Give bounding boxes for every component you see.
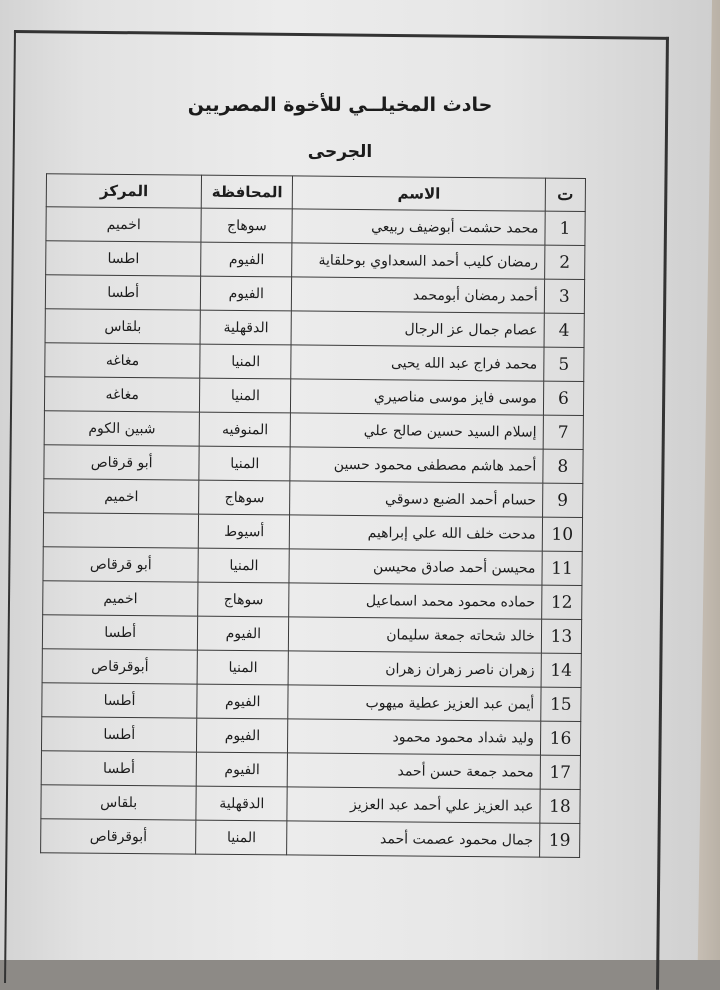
row-center: بلقاس [41,785,197,820]
row-center: أبوقرقاص [41,819,197,854]
row-name: جمال محمود عصمت أحمد [287,821,540,857]
row-governorate: الفيوم [197,684,288,719]
row-center: أطسا [42,615,198,650]
table-row [45,343,584,382]
row-name: محمد جمعة حسن أحمد [288,753,541,789]
header-name: الاسم [293,176,546,211]
row-center: أبوقرقاص [42,649,198,684]
row-name: محمد حشمت أبوضيف ربيعي [292,209,545,245]
row-center: أبو قرقاص [44,445,200,480]
row-governorate: سوهاج [199,480,290,515]
table-row [41,717,580,756]
row-name: حماده محمود محمد اسماعيل [289,583,542,619]
row-number: 7 [543,415,583,449]
table-body [41,207,586,858]
row-name: إسلام السيد حسين صالح علي [290,413,543,449]
table-row [43,513,582,552]
row-center: اخميم [46,207,202,242]
injured-table [40,173,586,858]
row-center: أبو قرقاص [43,547,199,582]
table-header-row [46,174,585,212]
document-title: حادث المخيلــي للأخوة المصريين [187,94,493,116]
row-governorate: الفيوم [198,616,289,651]
row-name: أيمن عبد العزيز عطية ميهوب [288,685,541,721]
row-number: 18 [540,789,580,823]
table-row [46,241,585,280]
table-row [42,615,581,654]
row-number: 4 [544,313,584,347]
table-row [42,649,581,688]
row-name: خالد شحاته جمعة سليمان [289,617,542,653]
table-row [44,411,583,450]
row-name: رمضان كليب أحمد السعداوي بوحلقاية [292,243,545,279]
row-governorate: الفيوم [197,718,288,753]
row-number: 8 [543,449,583,483]
row-number: 10 [542,517,582,551]
row-number: 2 [544,245,584,279]
row-center: اخميم [44,479,200,514]
row-center: أطسا [41,751,197,786]
row-governorate: المنيا [199,446,290,481]
row-governorate: الدقهلية [196,786,287,821]
row-center: اخميم [43,581,199,616]
row-governorate: سوهاج [198,582,289,617]
row-governorate: سوهاج [201,208,292,243]
table-row [46,207,585,246]
table-row [44,479,583,518]
header-governorate: المحافظة [202,175,293,209]
row-center: أطسا [42,683,198,718]
row-name: أحمد هاشم مصطفى محمود حسين [290,447,543,483]
table-row [43,581,582,620]
row-governorate: المنيا [200,344,291,379]
row-center: شبين الكوم [44,411,200,446]
row-name: مدحت خلف الله علي إبراهيم [290,515,543,551]
table-row [41,819,580,858]
row-governorate: الفيوم [201,242,292,277]
row-name: محمد فراج عبد الله يحيى [291,345,544,381]
row-number: 15 [541,687,581,721]
row-governorate: الفيوم [201,276,292,311]
row-governorate: المنوفيه [199,412,290,447]
table-row [44,377,583,416]
header-center: المركز [46,174,202,208]
row-number: 6 [543,381,583,415]
row-number: 17 [540,755,580,789]
row-governorate: المنيا [198,548,289,583]
row-number: 14 [541,653,581,687]
row-name: أحمد رمضان أبومحمد [292,277,545,313]
table-row [45,309,584,348]
row-number: 11 [542,551,582,585]
row-center: اطسا [46,241,202,276]
row-number: 9 [542,483,582,517]
row-name: زهران ناصر زهران زهران [288,651,541,687]
table-row [42,683,581,722]
row-name: عصام جمال عز الرجال [291,311,544,347]
row-governorate: المنيا [200,378,291,413]
table-row [41,751,580,790]
row-governorate: المنيا [197,650,288,685]
row-name: عبد العزيز علي أحمد عبد العزيز [287,787,540,823]
document-subtitle: الجرحى [307,142,373,162]
row-center: بلقاس [45,309,201,344]
row-number: 13 [541,619,581,653]
header-number: ت [545,178,585,211]
row-center: أطسا [45,275,201,310]
row-center: مغاغه [45,343,201,378]
row-number: 3 [544,279,584,313]
row-name: وليد شداد محمود محمود [288,719,541,755]
row-number: 19 [539,823,579,857]
row-center: مغاغه [44,377,200,412]
row-governorate: أسيوط [199,514,290,549]
row-governorate: الفيوم [197,752,288,787]
row-number: 5 [544,347,584,381]
row-center: أطسا [41,717,197,752]
row-number: 12 [541,585,581,619]
row-governorate: المنيا [196,820,287,855]
table-row [45,275,584,314]
table-row [43,547,582,586]
row-name: حسام أحمد الضبع دسوقي [290,481,543,517]
row-name: موسى فايز موسى مناصيري [291,379,544,415]
table-row [44,445,583,484]
row-governorate: الدقهلية [200,310,291,345]
row-number: 16 [540,721,580,755]
table-row [41,785,580,824]
row-number: 1 [545,211,585,245]
row-center [43,513,199,548]
row-name: محيسن أحمد صادق محيسن [289,549,542,585]
